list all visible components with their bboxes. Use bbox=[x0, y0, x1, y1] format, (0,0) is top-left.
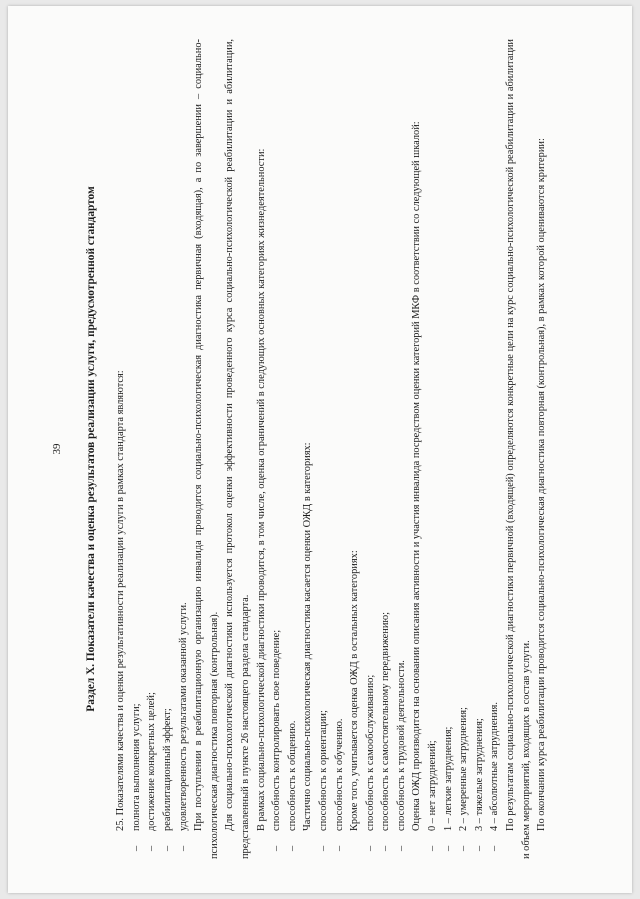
list-item: – 0 – нет затруднений; bbox=[425, 39, 441, 859]
list-item: – способность контролировать свое поведение; bbox=[269, 39, 285, 859]
list-item: – полнота выполнения услуги; bbox=[129, 39, 145, 859]
other-categories-list bbox=[363, 39, 410, 859]
rotated-content bbox=[50, 39, 610, 859]
paragraph-7: По результатам социально-психологической диагностики первичной (входящей) определяются конкретные цели на курс социально-психологической реабилитации и абилитации и объем мероприятий, входящих в состав услуги. bbox=[505, 39, 532, 859]
list-item: – 3 – тяжелые затруднения; bbox=[472, 39, 488, 859]
section-title: Раздел X. Показатели качества и оценка результатов реализации услуги, предусмотренной стандартом bbox=[84, 186, 97, 712]
list-item: – удовлетворенность результатами оказанной услуги. bbox=[176, 39, 192, 859]
paragraph-2: Для социально-психологической диагностики используется протокол оценки эффективности проведенного курса социально-психологической реабилитации и абилитации, представленный в пункте 26 настоящего раздела стандарта. bbox=[224, 39, 251, 859]
list-item: – 2 – умеренные затруднения; bbox=[456, 39, 472, 859]
paragraph-6: Оценка ОЖД производится на основании описания активности и участия инвалида посредством оценки категорий МКФ в соответствии со следующей шкалой: bbox=[411, 121, 423, 831]
page-number: 39 bbox=[51, 443, 63, 455]
paragraph-8: По окончании курса реабилитации проводится социально-психологическая диагностика повторная (контрольная), в рамках которой оцениваются критерии: bbox=[536, 138, 548, 831]
list-item: – способность к самообслуживанию; bbox=[363, 39, 379, 859]
paragraph-1: При поступлении в реабилитационную организацию инвалида проводится социально-психологическая диагностика первичная (входящая), а по завершении – социально-психологическая диагностика повторная (контрольная). bbox=[193, 39, 220, 859]
main-categories-list bbox=[269, 39, 300, 859]
list-item: – реабилитационный эффект; bbox=[160, 39, 176, 859]
list-item: – способность к самостоятельному передвижению; bbox=[378, 39, 394, 859]
list-item: – способность к обучению. bbox=[332, 39, 348, 859]
list-item: – 4 – абсолютные затруднения. bbox=[487, 39, 503, 859]
list-item: – достижение конкретных целей; bbox=[144, 39, 160, 859]
indicators-list bbox=[129, 39, 191, 859]
paragraph-4: Частично социально-психологическая диагностика касается оценки ОЖД в категориях: bbox=[302, 442, 314, 831]
list-item: – способность к общению. bbox=[285, 39, 301, 859]
list-item: – способность к ориентации; bbox=[316, 39, 332, 859]
list-item: – способность к трудовой деятельности. bbox=[394, 39, 410, 859]
paragraph-5: Кроме того, учитывается оценка ОЖД в остальных категориях: bbox=[349, 550, 361, 831]
paragraph-3: В рамках социально-психологической диагностики проводится, в том числе, оценка ограничений в следующих основных категориях жизнедеятельности: bbox=[255, 148, 267, 831]
document-page bbox=[8, 6, 632, 893]
partial-categories-list bbox=[316, 39, 347, 859]
scale-list bbox=[425, 39, 503, 859]
intro-paragraph: 25. Показателями качества и оценки результативности реализации услуги в рамках стандарта являются: bbox=[115, 370, 127, 831]
list-item: – 1 – легкие затруднения; bbox=[441, 39, 457, 859]
